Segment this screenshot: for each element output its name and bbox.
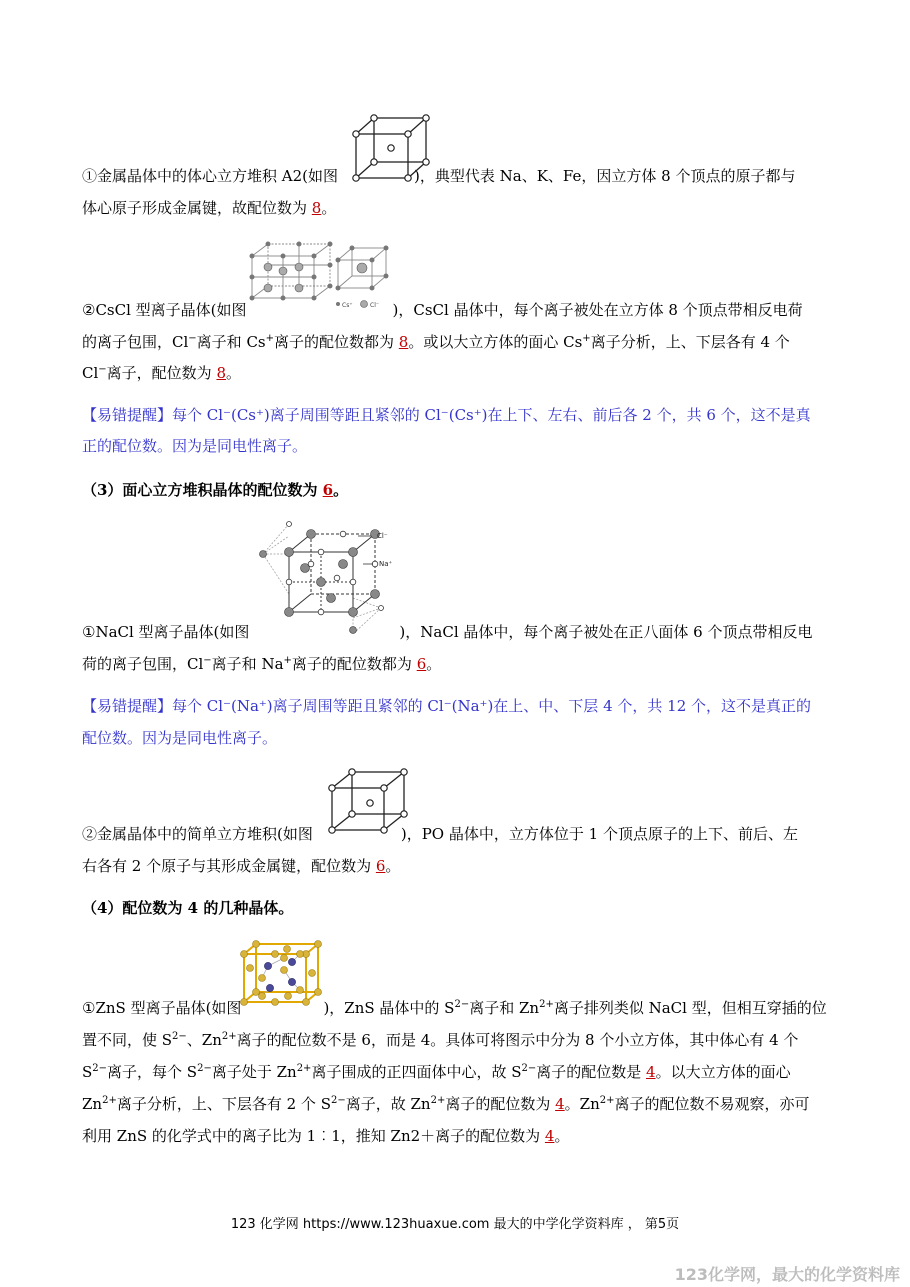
- section-3-heading: （3）面心立方堆积晶体的配位数为 6。: [82, 481, 349, 499]
- answer: 4: [555, 1095, 565, 1113]
- p2-line3: Cl−离子，配位数为 8。: [82, 364, 242, 382]
- answer: 4: [646, 1063, 656, 1081]
- p5-line2: 置不同，使 $S^{2-}$、$Zn^{2+}$离子的配位数不是 6，而是 4。具体可将图示中分为 8 个小立方体，其中体心有 4 个: [82, 1031, 799, 1049]
- answer: 4: [544, 1127, 555, 1145]
- answer: 8: [398, 333, 409, 351]
- bcc-figure: [352, 112, 434, 182]
- answer: 8: [216, 364, 226, 382]
- p5-line5: 利用 ZnS 的化学式中的离子比为 1︰1，推知 Zn2＋离子的配位数为 4。: [82, 1127, 570, 1145]
- svg-text:Cl⁻: Cl⁻: [370, 302, 380, 309]
- p2-line1: ②CsCl 型离子晶体(如图 )，CsCl 晶体中，每个离子被处在立方体 8 个顶点带相反电荷: [82, 301, 803, 319]
- section-4-heading: （4）配位数为 4 的几种晶体。: [82, 899, 294, 917]
- tip1-line2: 正的配位数。因为是同电性离子。: [82, 437, 308, 455]
- tip2-line1: 【易错提醒】每个 Cl⁻(Na⁺)离子周围等距且紧邻的 Cl⁻(Na⁺)在上、中、下层 4 个，共 12 个，这不是真正的: [82, 697, 812, 715]
- answer: 6: [322, 481, 334, 499]
- svg-text:Na⁺: Na⁺: [379, 560, 393, 568]
- p1-line1: ①金属晶体中的体心立方堆积 A2(如图 )，典型代表 Na、K、Fe，因立方体 8 个顶点的原子都与: [82, 167, 796, 185]
- p5-line4: $Zn^{2+}$离子分析，上、下层各有 2 个 $S^{2-}$离子，故 $Zn^{2+}$离子的配位数为 4。$Zn^{2+}$离子的配位数不易观察，亦可: [82, 1095, 810, 1113]
- p3-line1: ①NaCl 型离子晶体(如图 )，NaCl 晶体中，每个离子被处在正八面体 6 个顶点带相反电: [82, 623, 813, 641]
- p2-line2: 的离子包围，Cl−离子和 Cs+离子的配位数都为 8。或以大立方体的面心 Cs+离子分析，上、下层各有 4 个: [82, 333, 790, 351]
- watermark: 123化学网，最大的化学资料库: [674, 1265, 900, 1284]
- zns-figure: [240, 940, 324, 1006]
- p5-line3: $S^{2-}$离子，每个 $S^{2-}$离子处于 $Zn^{2+}$离子围成的正四面体中心，故 $S^{2-}$离子的配位数是 4。以大立方体的面心: [82, 1063, 791, 1081]
- p1-line2: 体心原子形成金属键，故配位数为 8。: [82, 199, 337, 217]
- svg-text:Cl⁻: Cl⁻: [377, 532, 388, 540]
- answer: 6: [375, 857, 386, 875]
- p3-line2: 荷的离子包围，Cl−离子和 Na+离子的配位数都为 6。: [82, 655, 442, 673]
- p4-line1: ②金属晶体中的简单立方堆积(如图 )，PO 晶体中，立方体位于 1 个顶点原子的上下、前后、左: [82, 825, 798, 843]
- p4-line2: 右各有 2 个原子与其形成金属键，配位数为 6。: [82, 857, 401, 875]
- answer: 6: [416, 655, 427, 673]
- p5-line1: ①ZnS 型离子晶体(如图 )，ZnS 晶体中的 $S^{2-}$离子和 $Zn^{2+}$离子排列类似 NaCl 型，但相互穿插的位: [82, 999, 827, 1017]
- tip1-line1: 【易错提醒】每个 Cl⁻(Cs⁺)离子周围等距且紧邻的 Cl⁻(Cs⁺)在上下、左右、前后各 2 个，共 6 个，这不是真: [82, 406, 811, 424]
- tip2-line2: 配位数。因为是同电性离子。: [82, 729, 278, 747]
- svg-text:Cs⁺: Cs⁺: [342, 302, 353, 309]
- answer: 8: [311, 199, 322, 217]
- page-footer: 123 化学网 https://www.123huaxue.com 最大的中学化学资料库 ， 第5页: [230, 1217, 680, 1232]
